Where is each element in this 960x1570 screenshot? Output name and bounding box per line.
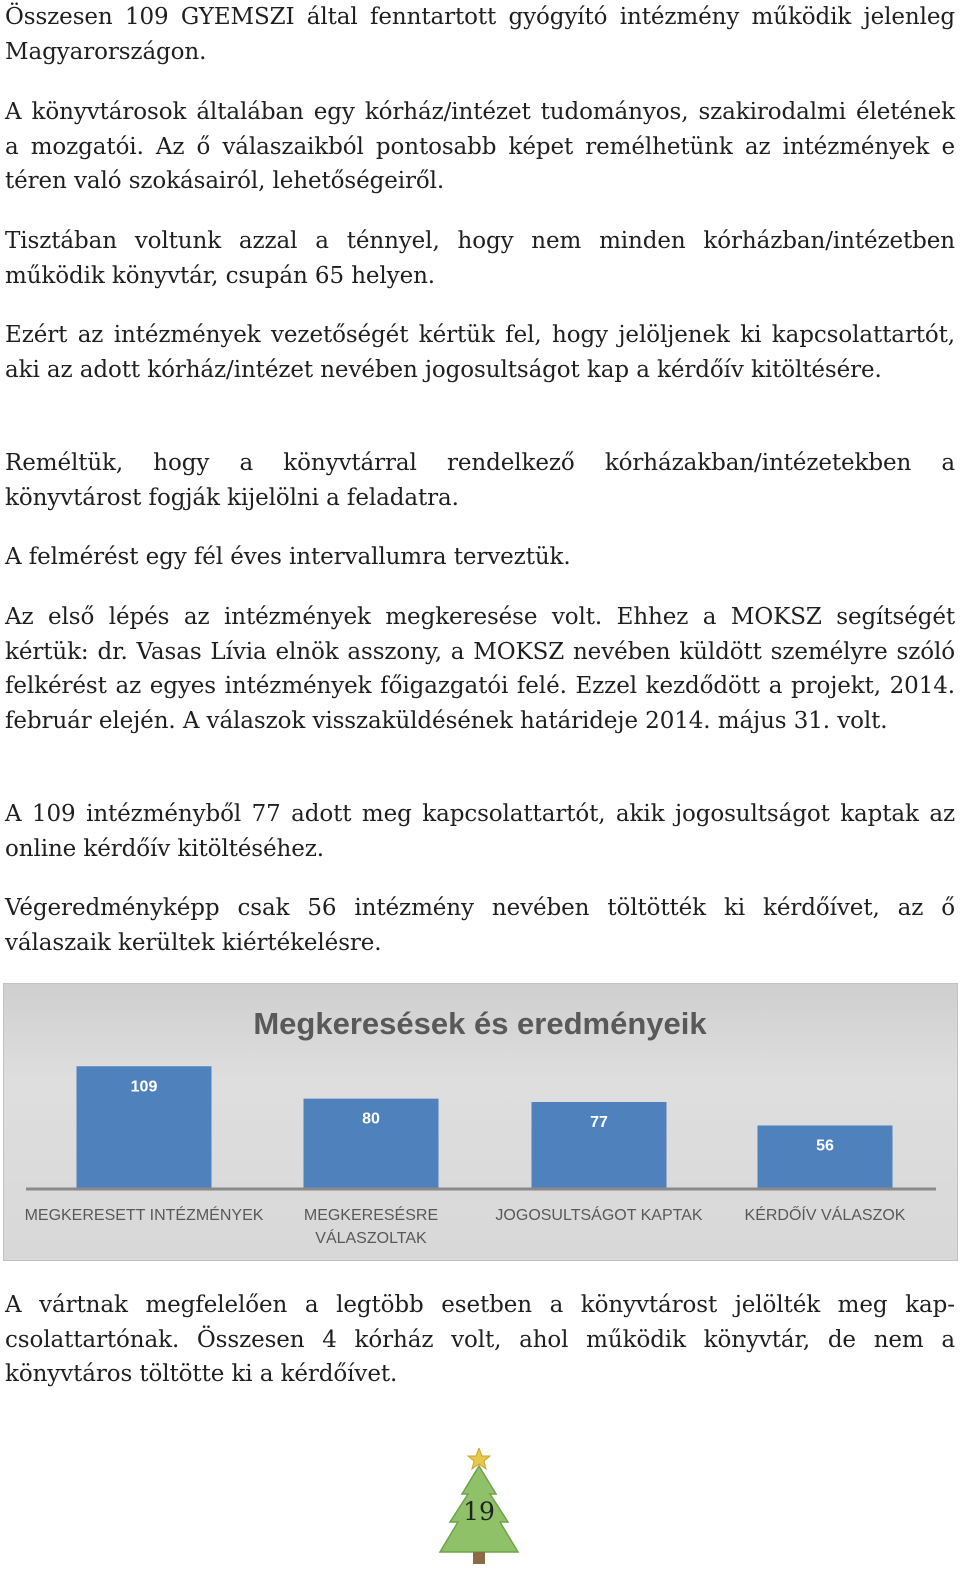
paragraph: A felmérést egy fél éves intervallumra terveztük. — [5, 544, 571, 570]
bar-chart-canvas — [4, 984, 957, 1260]
category-label: MEGKERESETT INTÉZMÉNYEK — [24, 1207, 264, 1224]
paragraph: A vártnak megfelelően a legtöbb esetben a könyvtárost jelölték meg kapcsolattartónak. Összesen 4 kórház volt, ahol működik könyvtár, de nem a könyvtáros töltötte ki a kérdőívet. — [5, 1292, 955, 1387]
paragraph: Ezért az intézmények vezetőségét kértük fel, hogy jelöljenek ki kapcsolattartót, aki az adott kórház/intézet nevében jogosultságot kap a kérdőív kitöltésére. — [5, 322, 955, 383]
paragraph: A 109 intézményből 77 adott meg kapcsolattartót, akik jogosultságot kaptak az online kérdőív kitöltéséhez. — [5, 801, 955, 862]
category-label: VÁLASZOLTAK — [315, 1230, 427, 1247]
paragraph: Végeredményképp csak 56 intézmény nevében töltötték ki kérdőívet, az ő válaszaik kerültek kiértékelésre. — [5, 895, 955, 956]
page-number: 19 — [463, 1497, 495, 1526]
paragraph: Az első lépés az intézmények megkeresése volt. Ehhez a MOKSZ segítségét kértük: dr. Vasas Lívia elnök asszony, a MOKSZ nevében küldött személyre szóló felkérést az egyes intézmények főigazgatói felé. Ezzel kezdődött a projekt, 2014. február elején. A válaszok visszaküldésének határideje 2014. május 31. volt. — [5, 604, 955, 734]
paragraph: Tisztában voltunk azzal a ténnyel, hogy nem minden kórházban/intézetben működik könyvtár, csupán 65 helyen. — [5, 228, 955, 289]
paragraph: Összesen 109 GYEMSZI által fenntartott gyógyító intézmény működik jelenleg Magyarországon. — [5, 4, 955, 65]
christmas-tree-icon — [438, 1448, 520, 1566]
bar-value-label: 80 — [362, 1110, 380, 1128]
paragraph: A könyvtárosok általában egy kórház/intézet tudományos, szakirodalmi életének a mozgatói. Az ő válaszaikból pontosabb képet remélhetünk az intézmények e téren való szokásairól, lehetőségeiről. — [5, 99, 955, 194]
bar-value-label: 77 — [590, 1114, 608, 1132]
bar-chart — [3, 983, 958, 1261]
bar-value-label: 109 — [130, 1078, 158, 1096]
category-label: KÉRDŐÍV VÁLASZOK — [744, 1207, 906, 1224]
bar — [758, 1125, 893, 1188]
bar-value-label: 56 — [816, 1137, 834, 1155]
category-label: JOGOSULTSÁGOT KAPTAK — [495, 1207, 703, 1224]
footer-page-number — [438, 1448, 520, 1566]
paragraph: Reméltük, hogy a könyvtárral rendelkező kórházakban/intézetekben a könyvtárost fogják kijelölni a feladatra. — [5, 450, 955, 511]
category-label: MEGKERESÉSRE — [303, 1207, 439, 1224]
chart-title: Megkeresések és eredményeik — [253, 1006, 707, 1041]
